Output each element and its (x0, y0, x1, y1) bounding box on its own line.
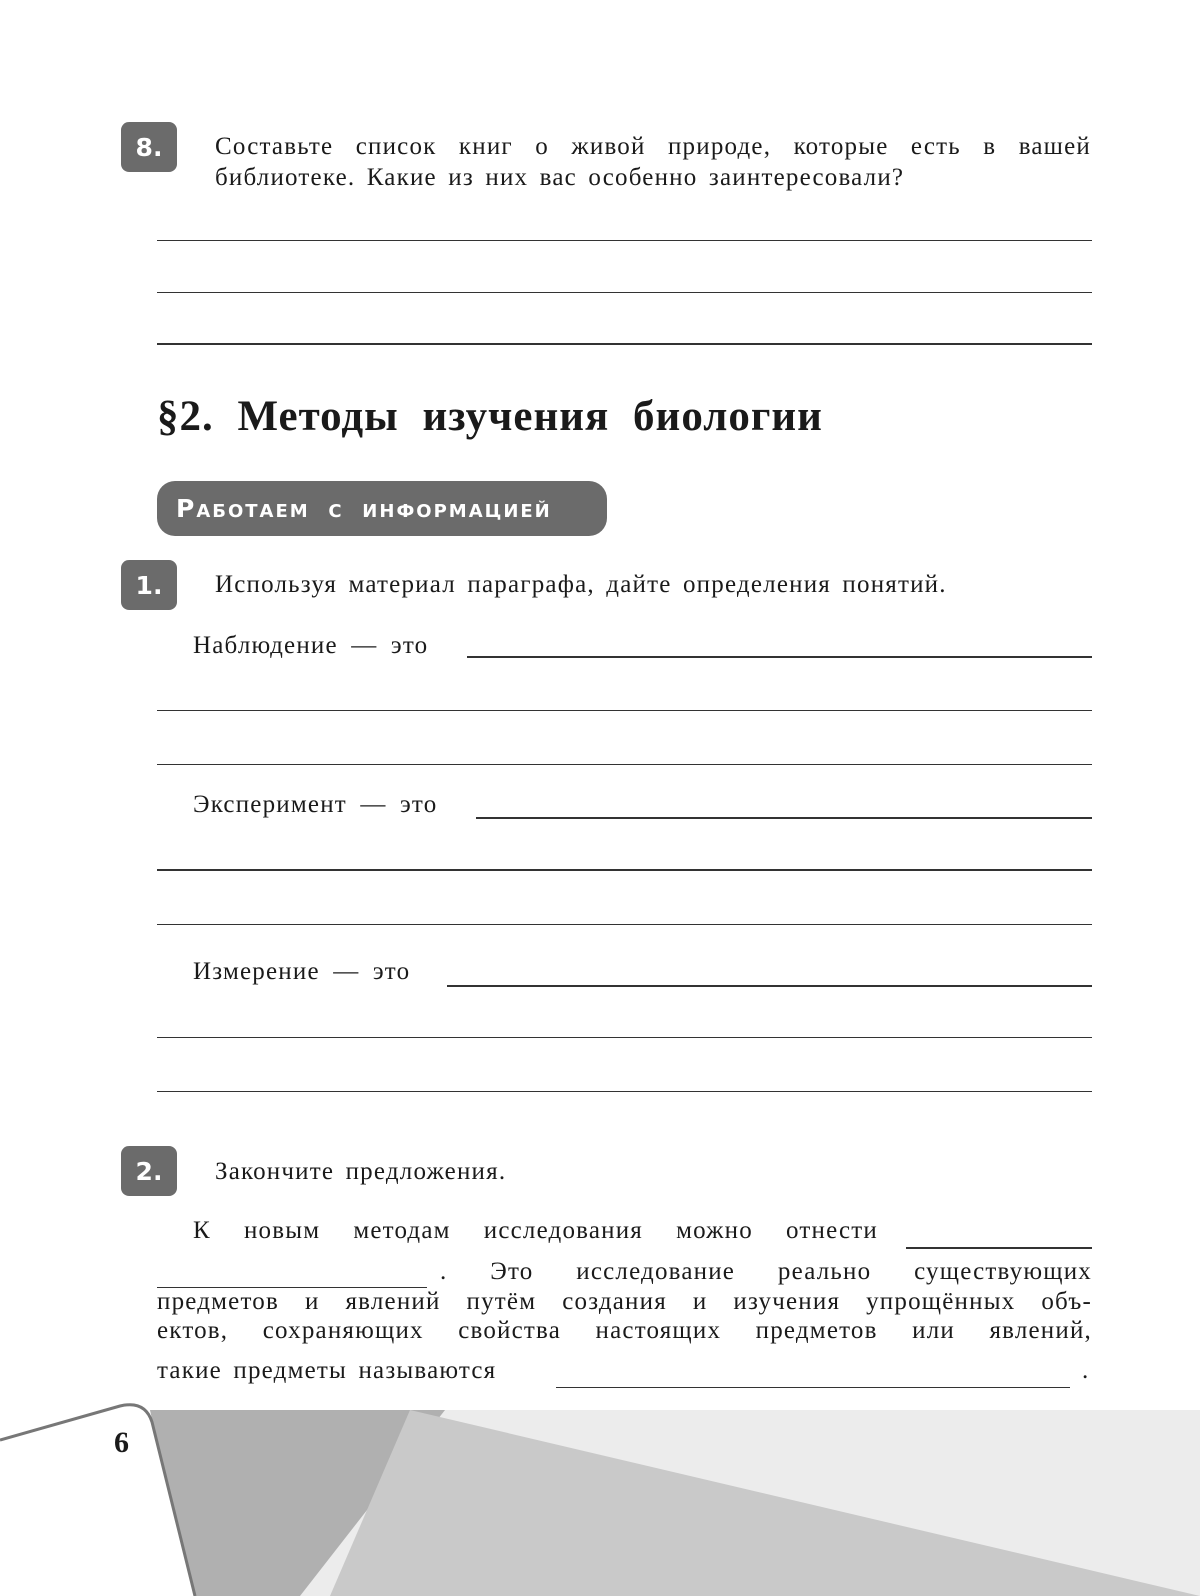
task-2-line-4: ектов, сохраняющих свойства настоящих предметов или явлений, (157, 1317, 1092, 1344)
answer-line[interactable] (157, 924, 1092, 925)
answer-line[interactable] (157, 869, 1092, 871)
footer-decoration (0, 1380, 1200, 1596)
answer-line[interactable] (157, 764, 1092, 765)
task-2-badge (121, 1146, 177, 1196)
subsection-header (157, 481, 607, 536)
task-8-number: 8. (135, 132, 163, 162)
answer-line[interactable] (157, 710, 1092, 711)
answer-line[interactable] (157, 343, 1092, 345)
answer-line[interactable] (467, 656, 1092, 658)
answer-line[interactable] (157, 292, 1092, 293)
page-number: 6 (114, 1426, 129, 1459)
task-1-text: Используя материал параграфа, дайте определения понятий. (215, 571, 947, 598)
term-measurement: Измерение — это (193, 958, 411, 985)
answer-line[interactable] (906, 1247, 1092, 1249)
task-1-badge (121, 560, 177, 610)
term-observation: Наблюдение — это (193, 632, 429, 659)
answer-line[interactable] (157, 240, 1092, 241)
task-2-text: Закончите предложения. (215, 1158, 507, 1185)
task-2-line-3: предметов и явлений путём создания и изучения упрощённых объ- (157, 1288, 1092, 1315)
term-experiment: Эксперимент — это (193, 791, 438, 818)
answer-line[interactable] (157, 1091, 1092, 1092)
task-2-number: 2. (135, 1156, 163, 1186)
task-8-text: Составьте список книг о живой природе, которые есть в вашей библиотеке. Какие из них вас особенно заинтересовали? (215, 133, 1091, 191)
task-2-line-2: . Это исследование реально существующих (440, 1258, 1092, 1285)
answer-line[interactable] (447, 985, 1092, 987)
task-2-end-period: . (1082, 1357, 1090, 1384)
task-2-line-5: такие предметы называются (157, 1357, 497, 1384)
section-title: §2. Методы изучения биологии (157, 393, 823, 440)
subsection-title: Работаем с информацией (176, 494, 552, 523)
answer-line[interactable] (157, 1037, 1092, 1038)
answer-line[interactable] (476, 817, 1092, 819)
task-2-sentence-start: К новым методам исследования можно отнести (193, 1217, 878, 1244)
task-8-badge (121, 122, 177, 172)
task-1-number: 1. (135, 570, 163, 600)
